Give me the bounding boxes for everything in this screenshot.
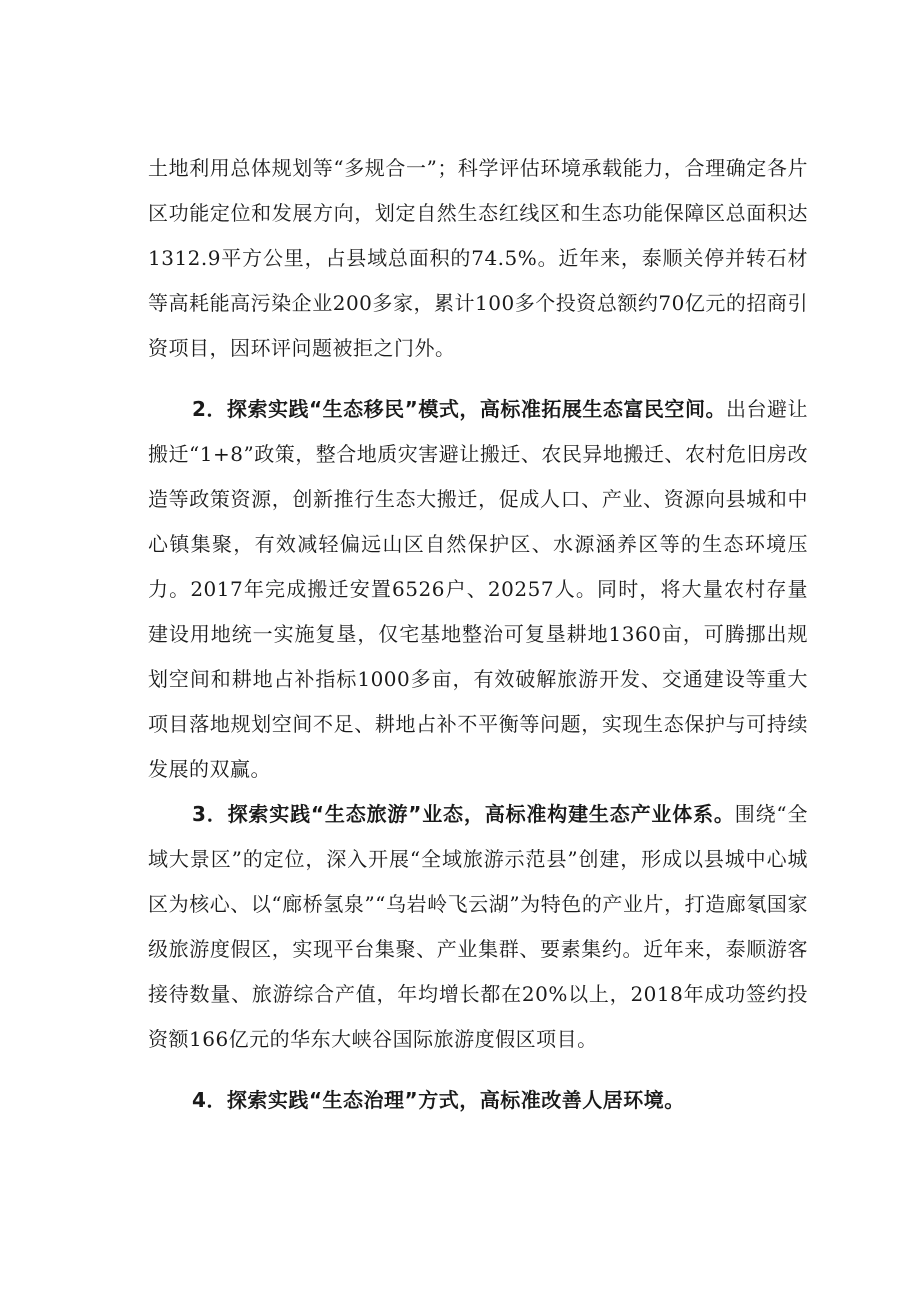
section-heading-2: 2．探索实践“生态移民”模式，高标准拓展生态富民空间。: [192, 397, 726, 421]
document-page: [148, 146, 808, 1123]
section-ecological-governance: [148, 1078, 808, 1123]
section-heading-4: 4．探索实践“生态治理”方式，高标准改善人居环境。: [192, 1088, 685, 1112]
paragraph-land-use: 土地利用总体规划等“多规合一”；科学评估环境承载能力，合理确定各片区功能定位和发展方向，划定自然生态红线区和生态功能保障区总面积达1312.9平方公里，占县域总面积的74.5%。近年来，泰顺关停并转石材等高耗能高污染企业200多家，累计100多个投资总额约70亿元的招商引资项目，因环评问题被拒之门外。: [148, 156, 808, 360]
section-ecological-tourism: [148, 792, 808, 1062]
section-ecological-migration: [148, 387, 808, 792]
section-body-2: 出台避让搬迁“1+8”政策，整合地质灾害避让搬迁、农民异地搬迁、农村危旧房改造等政策资源，创新推行生态大搬迁，促成人口、产业、资源向县城和中心镇集聚，有效减轻偏远山区自然保护区、水源涵养区等的生态环境压力。2017年完成搬迁安置6526户、20257人。同时，将大量农村存量建设用地统一实施复垦，仅宅基地整治可复垦耕地1360亩，可腾挪出规划空间和耕地占补指标1000多亩，有效破解旅游开发、交通建设等重大项目落地规划空间不足、耕地占补不平衡等问题，实现生态保护与可持续发展的双赢。: [148, 397, 808, 781]
section-heading-3: 3．探索实践“生态旅游”业态，高标准构建生态产业体系。: [192, 802, 735, 826]
section-body-3: 围绕“全域大景区”的定位，深入开展“全域旅游示范县”创建，形成以县城中心城区为核心、以“廊桥氢泉”“乌岩岭飞云湖”为特色的产业片，打造廊氡国家级旅游度假区，实现平台集聚、产业集群、要素集约。近年来，泰顺游客接待数量、旅游综合产值，年均增长都在20%以上，2018年成功签约投资额166亿元的华东大峡谷国际旅游度假区项目。: [148, 802, 808, 1051]
